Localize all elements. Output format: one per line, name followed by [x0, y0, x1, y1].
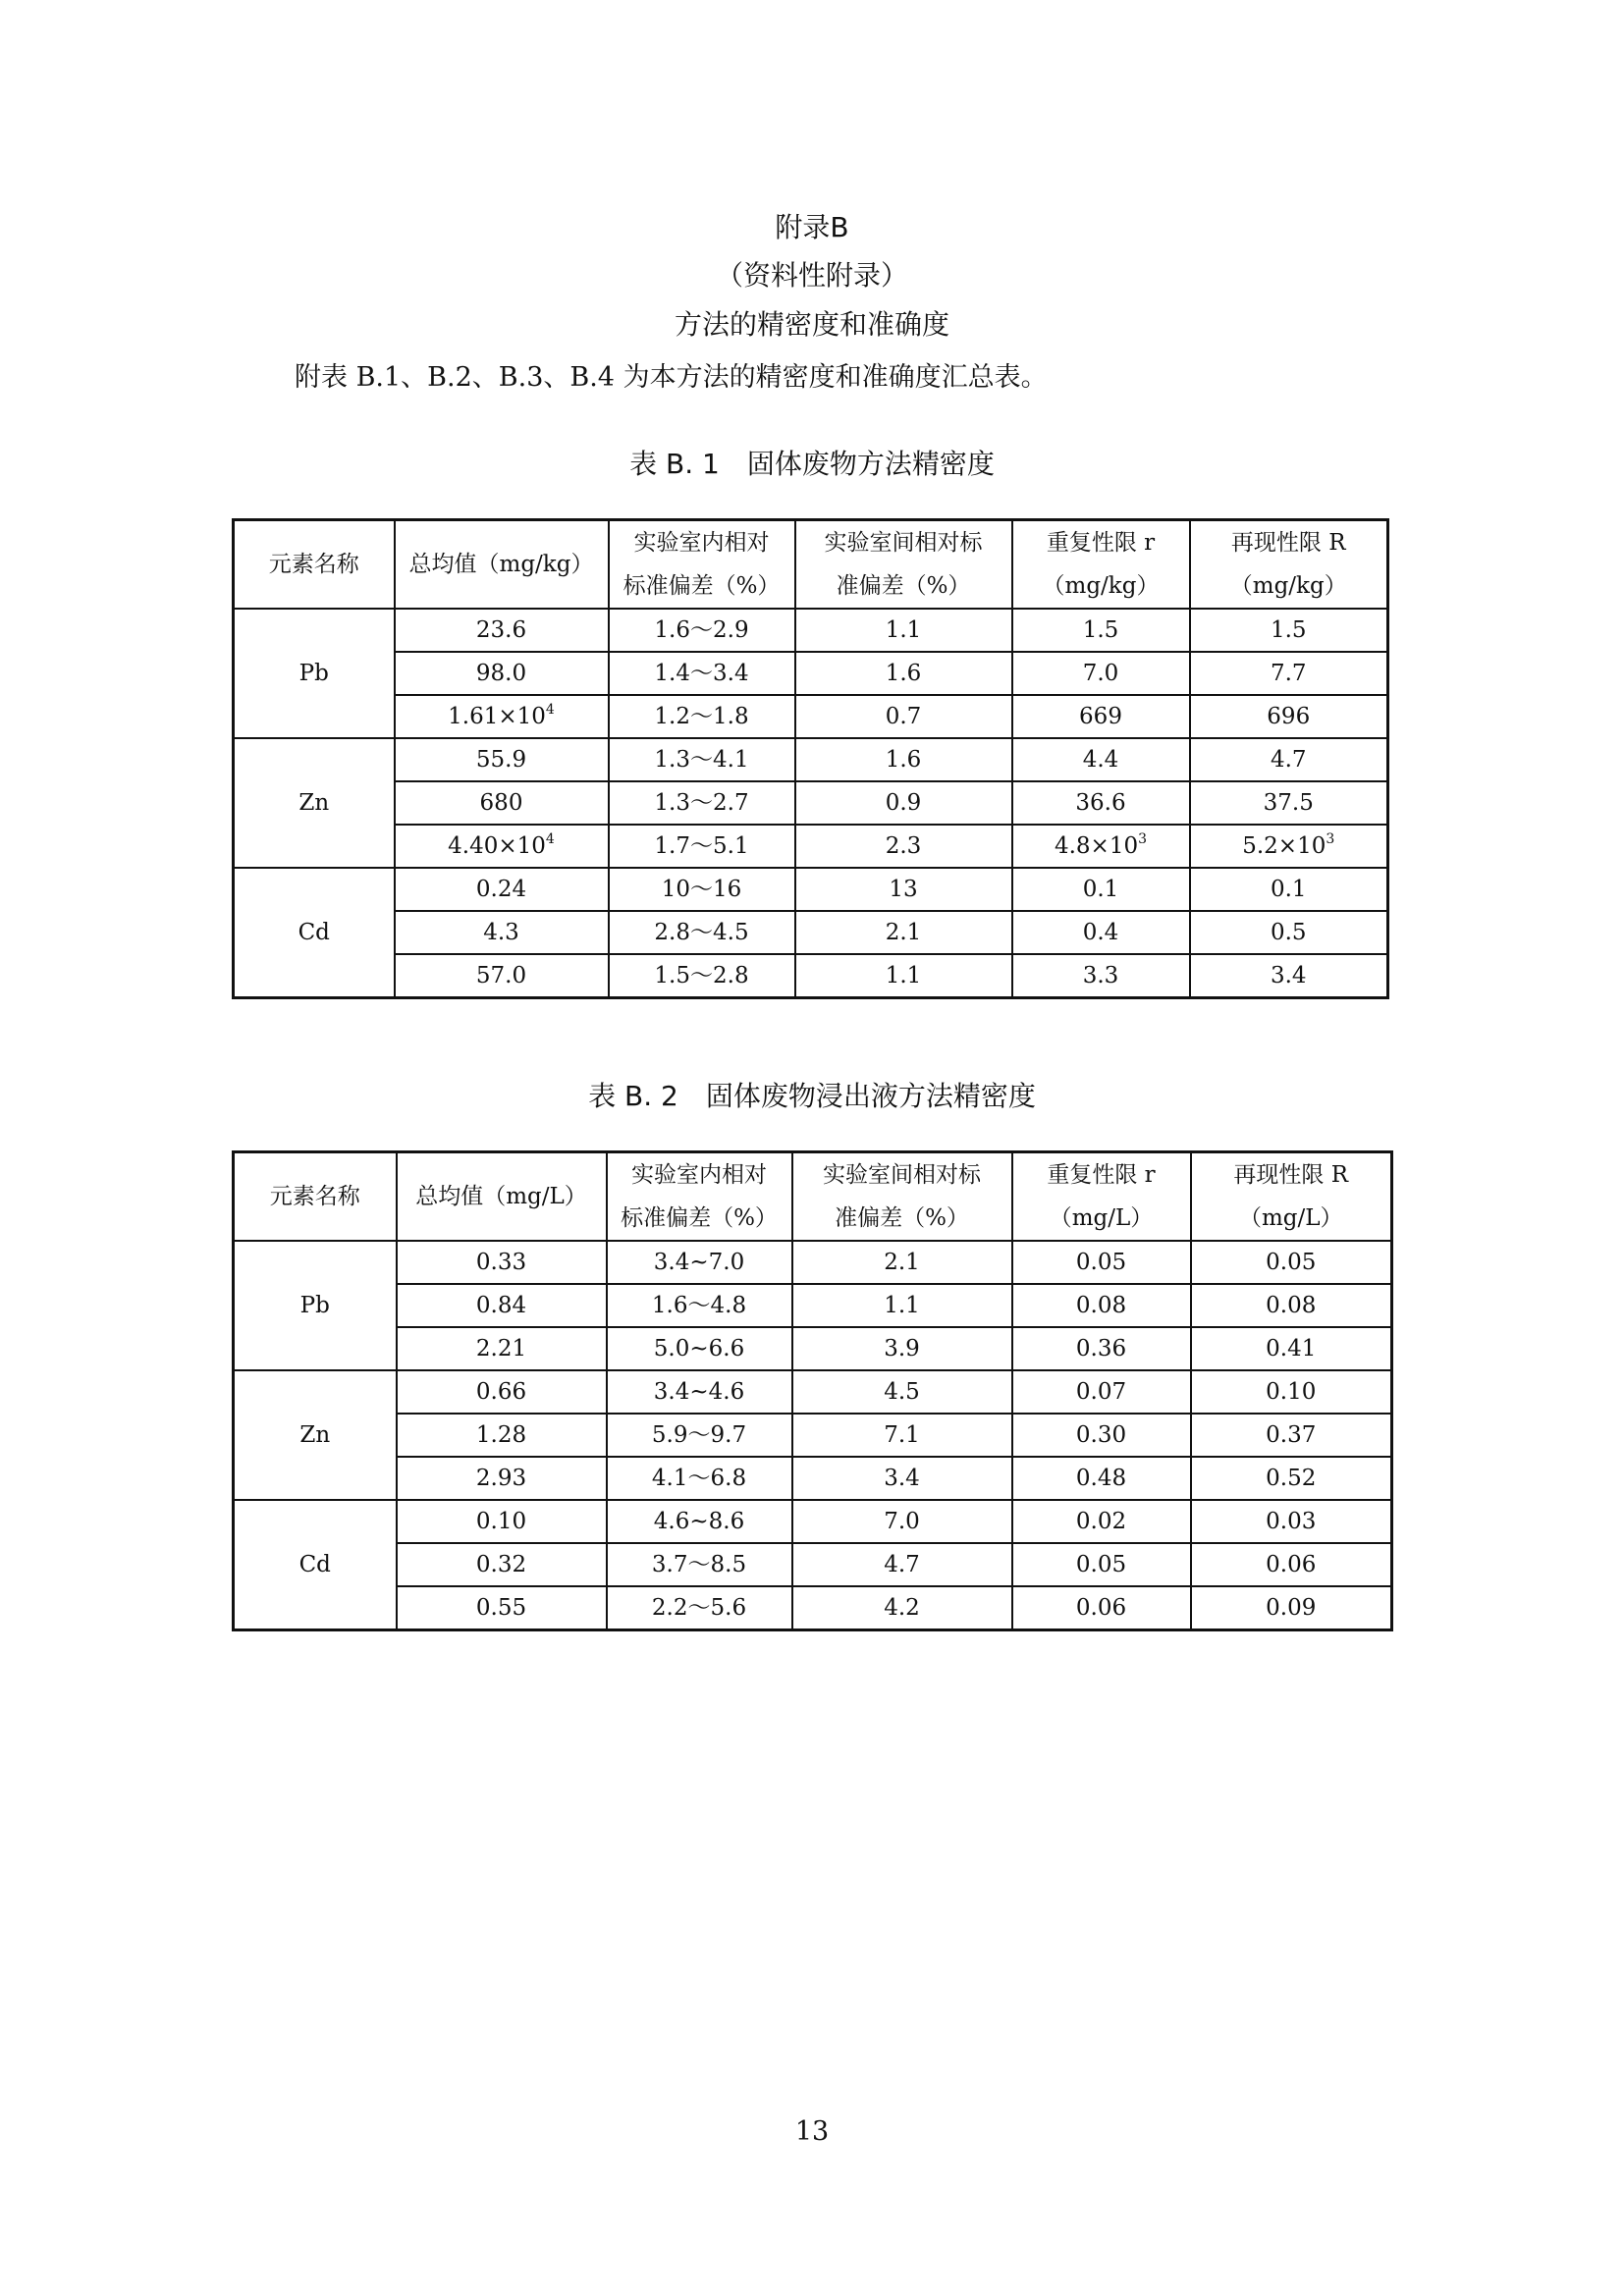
cell-value: 0.30 [1075, 1422, 1127, 1448]
between-lab-rsd-cell [792, 1457, 1012, 1500]
repeatability-limit-cell [1012, 1457, 1191, 1500]
table-row [234, 954, 1388, 998]
cell-value: 1.4～3.4 [654, 661, 749, 686]
table-2-caption [0, 1077, 1624, 1116]
table-row [234, 652, 1388, 695]
within-lab-rsd-cell [607, 1543, 792, 1586]
between-lab-rsd-cell [795, 868, 1012, 911]
cell-value: 1.3～4.1 [654, 747, 749, 773]
within-lab-rsd-cell [607, 1327, 792, 1370]
cell-value: 4.6~8.6 [653, 1509, 745, 1534]
header-line: 总均值（mg/L） [415, 1184, 587, 1209]
cell-value: 0.5 [1270, 920, 1307, 945]
between-lab-rsd-cell [792, 1327, 1012, 1370]
element-name-cell: Pb [234, 609, 395, 738]
reproducibility-limit-cell [1191, 1543, 1392, 1586]
cell-value: 0.10 [475, 1509, 527, 1534]
element-name-cell: Zn [234, 1370, 397, 1500]
header-line: （mg/kg） [1229, 573, 1347, 599]
cell-value: 0.05 [1075, 1552, 1127, 1577]
page-number: 13 [794, 2116, 830, 2147]
cell-value: 2.93 [475, 1466, 527, 1491]
within-lab-rsd-cell [609, 911, 795, 954]
within-lab-rsd-cell [609, 781, 795, 825]
cell-value: 0.05 [1266, 1250, 1317, 1275]
header-reproducibility-limit [1190, 520, 1388, 610]
reproducibility-limit-cell [1191, 1414, 1392, 1457]
header-line: 标准偏差（%） [623, 573, 781, 599]
repeatability-limit-cell [1012, 1327, 1191, 1370]
cell-value: 1.5 [1270, 617, 1307, 643]
reproducibility-limit-cell [1190, 652, 1388, 695]
cell-value: 0.09 [1266, 1595, 1317, 1621]
cell-value: 4.1～6.8 [651, 1466, 747, 1491]
cell-value: 0.36 [1075, 1336, 1127, 1362]
header-line: 重复性限 r [1047, 1162, 1156, 1188]
header-between-lab-rsd [792, 1152, 1012, 1242]
cell-value: 1.6～2.9 [654, 617, 749, 643]
cell-value: 3.3 [1082, 963, 1119, 988]
repeatability-limit-cell [1012, 781, 1190, 825]
cell-value: 37.5 [1263, 790, 1314, 816]
between-lab-rsd-cell [792, 1586, 1012, 1630]
header-line: 实验室间相对标 [824, 530, 983, 556]
cell-value: 0.52 [1266, 1466, 1317, 1491]
cell-value: 2.2～5.6 [651, 1595, 747, 1621]
cell-value: 0.48 [1075, 1466, 1127, 1491]
cell-value: 4.7 [1270, 747, 1307, 773]
element-name-cell: Cd [234, 1500, 397, 1630]
within-lab-rsd-cell [609, 825, 795, 868]
within-lab-rsd-cell [609, 609, 795, 652]
cell-value: 4.2 [884, 1595, 920, 1621]
intro-paragraph: 附表 B.1、B.2、B.3、B.4 为本方法的精密度和准确度汇总表。 [295, 362, 1048, 393]
cell-exponent: 4 [545, 831, 555, 847]
header-line: （mg/L） [1049, 1205, 1154, 1231]
cell-value: 36.6 [1075, 790, 1126, 816]
reproducibility-limit-cell [1191, 1500, 1392, 1543]
cell-value: 7.0 [884, 1509, 920, 1534]
header-line: 再现性限 R [1230, 530, 1346, 556]
table-row [234, 1241, 1392, 1284]
cell-value: 3.9 [884, 1336, 920, 1362]
reproducibility-limit-cell [1190, 911, 1388, 954]
within-lab-rsd-cell [607, 1586, 792, 1630]
cell-value: 1.6 [885, 747, 922, 773]
cell-value: 0.1 [1270, 877, 1307, 902]
cell-value: 0.9 [885, 790, 922, 816]
within-lab-rsd-cell [607, 1370, 792, 1414]
table-2-caption-title: 固体废物浸出液方法精密度 [705, 1080, 1036, 1112]
cell-value: 57.0 [475, 963, 527, 988]
between-lab-rsd-cell [795, 954, 1012, 998]
header-line: 再现性限 R [1233, 1162, 1349, 1188]
cell-value: 10～16 [661, 877, 742, 902]
cell-value: 1.6 [885, 661, 922, 686]
header-within-lab-rsd [609, 520, 795, 610]
reproducibility-limit-cell [1190, 738, 1388, 781]
cell-value: 1.1 [885, 617, 922, 643]
table-2-body [234, 1241, 1392, 1630]
repeatability-limit-cell [1012, 825, 1190, 868]
cell-value: 7.7 [1270, 661, 1307, 686]
cell-value: 3.4 [1270, 963, 1307, 988]
within-lab-rsd-cell [609, 695, 795, 738]
header-line: 元素名称 [269, 1184, 360, 1209]
cell-value: 3.4~7.0 [653, 1250, 745, 1275]
between-lab-rsd-cell [795, 609, 1012, 652]
between-lab-rsd-cell [792, 1500, 1012, 1543]
repeatability-limit-cell [1012, 1370, 1191, 1414]
repeatability-limit-cell [1012, 868, 1190, 911]
header-repeatability-limit [1012, 520, 1190, 610]
within-lab-rsd-cell [607, 1284, 792, 1327]
total-mean-cell [395, 825, 609, 868]
total-mean-cell [395, 868, 609, 911]
cell-value: 5.9～9.7 [651, 1422, 747, 1448]
within-lab-rsd-cell [607, 1414, 792, 1457]
cell-value: 2.1 [885, 920, 922, 945]
cell-value: 0.1 [1082, 877, 1119, 902]
header-repeatability-limit [1012, 1152, 1191, 1242]
within-lab-rsd-cell [609, 954, 795, 998]
element-name-cell: Pb [234, 1241, 397, 1370]
header-element [234, 1152, 397, 1242]
between-lab-rsd-cell [792, 1241, 1012, 1284]
cell-value: 2.21 [475, 1336, 527, 1362]
cell-value: 7.1 [884, 1422, 920, 1448]
header-line: 实验室内相对 [631, 1162, 767, 1188]
table-1 [232, 518, 1389, 999]
cell-value: 0.24 [475, 877, 527, 902]
cell-value: 55.9 [475, 747, 527, 773]
cell-value: 23.6 [475, 617, 527, 643]
table-row [234, 1284, 1392, 1327]
cell-value: 0.10 [1266, 1379, 1317, 1405]
cell-value: 0.05 [1075, 1250, 1127, 1275]
between-lab-rsd-cell [795, 781, 1012, 825]
cell-value: 3.7～8.5 [651, 1552, 747, 1577]
cell-value: 4.4 [1082, 747, 1119, 773]
table-2 [232, 1150, 1393, 1631]
header-reproducibility-limit [1191, 1152, 1392, 1242]
appendix-informative-label: （资料性附录） [715, 259, 908, 292]
reproducibility-limit-cell [1191, 1284, 1392, 1327]
cell-value: 1.3～2.7 [654, 790, 749, 816]
table-row [234, 1586, 1392, 1630]
cell-value: 0.07 [1075, 1379, 1127, 1405]
total-mean-cell [397, 1414, 607, 1457]
cell-value: 0.41 [1266, 1336, 1317, 1362]
total-mean-cell [397, 1327, 607, 1370]
cell-value: 0.55 [475, 1595, 527, 1621]
table-row [234, 1543, 1392, 1586]
table-2-caption-number: 表 B. 2 [588, 1080, 678, 1112]
repeatability-limit-cell [1012, 738, 1190, 781]
repeatability-limit-cell [1012, 911, 1190, 954]
cell-value: 7.0 [1082, 661, 1119, 686]
table-1-caption-title: 固体废物方法精密度 [746, 448, 995, 480]
cell-value: 1.7～5.1 [654, 833, 749, 859]
header-line: 准偏差（%） [835, 1205, 969, 1231]
cell-value: 0.66 [475, 1379, 527, 1405]
cell-value: 696 [1267, 704, 1311, 729]
table-row [234, 695, 1388, 738]
within-lab-rsd-cell [609, 868, 795, 911]
cell-value: 1.2～1.8 [654, 704, 749, 729]
cell-value: 2.3 [885, 833, 922, 859]
cell-value: 4.5 [884, 1379, 920, 1405]
total-mean-cell [395, 738, 609, 781]
cell-value: 5.0~6.6 [653, 1336, 745, 1362]
between-lab-rsd-cell [792, 1284, 1012, 1327]
cell-value: 2.1 [884, 1250, 920, 1275]
table-row [234, 1500, 1392, 1543]
cell-value: 0.32 [475, 1552, 527, 1577]
reproducibility-limit-cell [1191, 1241, 1392, 1284]
header-row [234, 520, 1388, 610]
table-row [234, 738, 1388, 781]
table-row [234, 1370, 1392, 1414]
header-line: （mg/kg） [1042, 573, 1160, 599]
repeatability-limit-cell [1012, 1543, 1191, 1586]
repeatability-limit-cell [1012, 1414, 1191, 1457]
cell-value: 0.06 [1266, 1552, 1317, 1577]
cell-value: 3.4 [884, 1466, 920, 1491]
repeatability-limit-cell [1012, 1241, 1191, 1284]
table-1-caption [0, 445, 1624, 484]
table-row [234, 825, 1388, 868]
reproducibility-limit-cell [1190, 695, 1388, 738]
reproducibility-limit-cell [1191, 1457, 1392, 1500]
table-row [234, 911, 1388, 954]
cell-value: 3.4~4.6 [653, 1379, 745, 1405]
table-row [234, 781, 1388, 825]
reproducibility-limit-cell [1190, 868, 1388, 911]
cell-exponent: 3 [1138, 831, 1148, 847]
cell-value: 1.6～4.8 [651, 1293, 747, 1318]
element-name-cell: Zn [234, 738, 395, 868]
cell-value: 0.7 [885, 704, 922, 729]
total-mean-cell [395, 954, 609, 998]
cell-value: 1.28 [475, 1422, 527, 1448]
cell-value: 5.2×10 [1242, 833, 1326, 859]
table-row [234, 1457, 1392, 1500]
table-row [234, 868, 1388, 911]
reproducibility-limit-cell [1190, 825, 1388, 868]
cell-value: 2.8～4.5 [654, 920, 749, 945]
reproducibility-limit-cell [1190, 954, 1388, 998]
between-lab-rsd-cell [795, 825, 1012, 868]
reproducibility-limit-cell [1191, 1327, 1392, 1370]
repeatability-limit-cell [1012, 954, 1190, 998]
repeatability-limit-cell [1012, 1500, 1191, 1543]
cell-value: 0.06 [1075, 1595, 1127, 1621]
total-mean-cell [397, 1500, 607, 1543]
cell-value: 0.08 [1266, 1293, 1317, 1318]
cell-value: 4.3 [483, 920, 519, 945]
reproducibility-limit-cell [1191, 1370, 1392, 1414]
cell-value: 1.1 [885, 963, 922, 988]
between-lab-rsd-cell [795, 911, 1012, 954]
total-mean-cell [395, 781, 609, 825]
total-mean-cell [397, 1284, 607, 1327]
cell-value: 4.8×10 [1054, 833, 1139, 859]
cell-value: 4.40×10 [448, 833, 546, 859]
header-element [234, 520, 395, 610]
within-lab-rsd-cell [607, 1457, 792, 1500]
between-lab-rsd-cell [792, 1370, 1012, 1414]
header-line: 总均值（mg/kg） [408, 552, 594, 577]
cell-exponent: 3 [1326, 831, 1335, 847]
table-1-body [234, 609, 1388, 998]
header-total-mean [395, 520, 609, 610]
table-2-header [234, 1152, 1392, 1242]
between-lab-rsd-cell [792, 1543, 1012, 1586]
total-mean-cell [395, 609, 609, 652]
cell-value: 4.7 [884, 1552, 920, 1577]
header-within-lab-rsd [607, 1152, 792, 1242]
total-mean-cell [397, 1586, 607, 1630]
cell-value: 0.02 [1075, 1509, 1127, 1534]
cell-value: 0.33 [475, 1250, 527, 1275]
header-row [234, 1152, 1392, 1242]
repeatability-limit-cell [1012, 695, 1190, 738]
cell-value: 0.08 [1075, 1293, 1127, 1318]
cell-value: 1.1 [884, 1293, 920, 1318]
total-mean-cell [397, 1457, 607, 1500]
between-lab-rsd-cell [792, 1414, 1012, 1457]
cell-value: 669 [1079, 704, 1122, 729]
repeatability-limit-cell [1012, 609, 1190, 652]
cell-exponent: 4 [545, 702, 555, 718]
element-name-cell: Cd [234, 868, 395, 998]
table-1-caption-number: 表 B. 1 [629, 448, 720, 480]
header-total-mean [397, 1152, 607, 1242]
cell-value: 0.84 [475, 1293, 527, 1318]
table-1-header [234, 520, 1388, 610]
header-between-lab-rsd [795, 520, 1012, 610]
cell-value: 1.5～2.8 [654, 963, 749, 988]
total-mean-cell [395, 652, 609, 695]
cell-value: 680 [479, 790, 523, 816]
within-lab-rsd-cell [607, 1241, 792, 1284]
total-mean-cell [397, 1370, 607, 1414]
table-row [234, 609, 1388, 652]
within-lab-rsd-cell [609, 738, 795, 781]
table-row [234, 1327, 1392, 1370]
total-mean-cell [395, 911, 609, 954]
total-mean-cell [397, 1543, 607, 1586]
cell-value: 13 [889, 877, 918, 902]
repeatability-limit-cell [1012, 652, 1190, 695]
header-line: 准偏差（%） [836, 573, 971, 599]
header-line: 实验室内相对 [633, 530, 770, 556]
cell-value: 98.0 [475, 661, 527, 686]
total-mean-cell [395, 695, 609, 738]
cell-value: 1.61×10 [448, 704, 546, 729]
repeatability-limit-cell [1012, 1586, 1191, 1630]
cell-value: 0.03 [1266, 1509, 1317, 1534]
header-line: 元素名称 [268, 552, 359, 577]
cell-value: 1.5 [1082, 617, 1119, 643]
between-lab-rsd-cell [795, 738, 1012, 781]
cell-value: 0.4 [1082, 920, 1119, 945]
table-row [234, 1414, 1392, 1457]
header-line: （mg/L） [1238, 1205, 1343, 1231]
header-line: 标准偏差（%） [621, 1205, 778, 1231]
reproducibility-limit-cell [1191, 1586, 1392, 1630]
repeatability-limit-cell [1012, 1284, 1191, 1327]
between-lab-rsd-cell [795, 695, 1012, 738]
appendix-title: 方法的精密度和准确度 [674, 308, 949, 341]
within-lab-rsd-cell [609, 652, 795, 695]
total-mean-cell [397, 1241, 607, 1284]
within-lab-rsd-cell [607, 1500, 792, 1543]
header-line: 实验室间相对标 [823, 1162, 981, 1188]
appendix-heading: 附录B [775, 211, 849, 243]
between-lab-rsd-cell [795, 652, 1012, 695]
reproducibility-limit-cell [1190, 609, 1388, 652]
cell-value: 0.37 [1266, 1422, 1317, 1448]
reproducibility-limit-cell [1190, 781, 1388, 825]
header-line: 重复性限 r [1046, 530, 1156, 556]
